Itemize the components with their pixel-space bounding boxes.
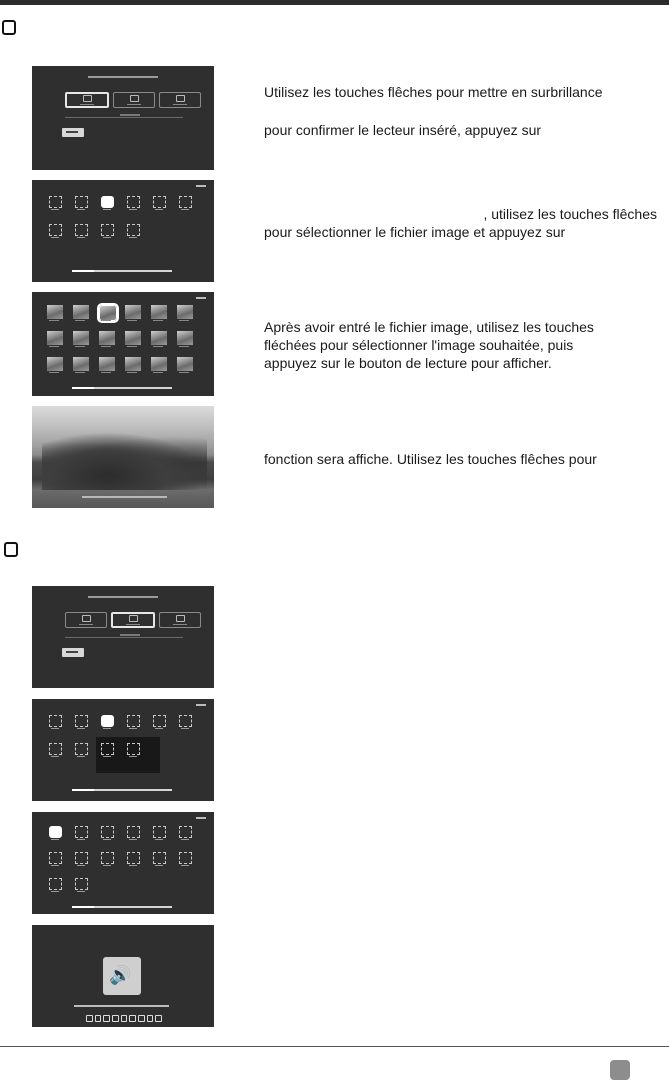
page-indicator [196, 297, 206, 299]
image-thumbnail [72, 330, 90, 348]
image-thumbnail [124, 304, 142, 322]
folder-row-2 [46, 741, 142, 759]
image-thumbnail [150, 330, 168, 348]
control-icon [103, 1015, 110, 1022]
top-rule [0, 0, 669, 5]
music-file-icon [72, 850, 90, 868]
folder-icon [46, 713, 64, 731]
folder-icon [150, 194, 168, 212]
image-thumbnail [72, 304, 90, 322]
folder-icon [46, 741, 64, 759]
music-file-icon [176, 850, 194, 868]
control-icon [147, 1015, 154, 1022]
device-label [120, 634, 140, 636]
music-file-icon [46, 850, 64, 868]
tile-photo [65, 92, 109, 108]
folder-icon [72, 222, 90, 240]
folder-row-1 [46, 194, 194, 212]
image-thumbnail [150, 356, 168, 374]
source-select-title [32, 76, 214, 79]
image-thumbnail [98, 304, 116, 322]
music-file-icon [150, 850, 168, 868]
file-row-1 [46, 824, 194, 842]
image-thumbnail [150, 304, 168, 322]
paragraph-4-line-1: fonction sera affiche. Utilisez les touches flêches pour [264, 451, 597, 467]
folder-icon [46, 194, 64, 212]
source-select-title [32, 596, 214, 599]
folder-icon [72, 741, 90, 759]
folder-icon [98, 194, 116, 212]
folder-icon [124, 194, 142, 212]
scroll-bar [72, 387, 172, 389]
image-thumbnail [46, 330, 64, 348]
folder-icon [98, 222, 116, 240]
paragraph-3-line-2: fléchées pour sélectionner l'image souhaitée, puis [264, 337, 574, 353]
music-file-icon [46, 876, 64, 894]
tile-video [159, 92, 201, 108]
image-thumbnail [176, 330, 194, 348]
control-icon [129, 1015, 136, 1022]
tile-music [111, 612, 155, 628]
music-file-icon [176, 824, 194, 842]
page-indicator [196, 817, 206, 819]
page-indicator [196, 185, 206, 187]
usb-icon [62, 128, 84, 137]
page-number-badge [610, 1060, 630, 1080]
photo-control-hint [82, 496, 167, 498]
folder-icon [98, 713, 116, 731]
paragraph-2-line-2: pour sélectionner le fichier image et appuyez sur [264, 224, 566, 240]
folder-icon [72, 194, 90, 212]
divider [65, 637, 183, 638]
image-thumbnail [46, 356, 64, 374]
paragraph-2-line-1: , utilisez les touches flêches [483, 206, 657, 222]
thumbnail-row-1 [46, 304, 194, 322]
music-file-icon [124, 824, 142, 842]
folder-icon [98, 741, 116, 759]
paragraph-1-line-1: Utilisez les touches flêches pour mettre en surbrillance [264, 84, 603, 100]
image-thumbnail [72, 356, 90, 374]
screenshot-music-folder-browser [32, 699, 214, 801]
divider [65, 117, 183, 118]
paragraph-3-line-1: Après avoir entré le fichier image, utilisez les touches [264, 319, 594, 335]
scroll-bar [72, 789, 172, 791]
screenshot-music-playback [32, 925, 214, 1027]
folder-icon [72, 713, 90, 731]
media-type-tiles [65, 612, 201, 628]
music-file-icon [98, 850, 116, 868]
music-file-icon [150, 824, 168, 842]
paragraph-1-line-2: pour confirmer le lecteur inséré, appuyez sur [264, 122, 542, 138]
scroll-bar [72, 270, 172, 272]
control-icon [121, 1015, 128, 1022]
image-thumbnail [176, 304, 194, 322]
folder-icon [46, 222, 64, 240]
music-file-icon [98, 824, 116, 842]
control-icon [86, 1015, 93, 1022]
screenshot-music-file-list [32, 812, 214, 914]
control-icon [112, 1015, 119, 1022]
screenshot-folder-browser [32, 180, 214, 282]
control-icon [138, 1015, 145, 1022]
bottom-rule [0, 1046, 669, 1047]
image-thumbnail [46, 304, 64, 322]
folder-icon [176, 713, 194, 731]
music-file-icon [72, 824, 90, 842]
page-indicator [196, 704, 206, 706]
section-marker-icon [4, 542, 18, 557]
thumbnail-row-3 [46, 356, 194, 374]
device-label [120, 114, 140, 116]
tile-video [159, 612, 201, 628]
file-row-2 [46, 850, 194, 868]
folder-row-1 [46, 713, 194, 731]
paragraph-3-line-3: appuyez sur le bouton de lecture pour afficher. [264, 355, 552, 371]
folder-icon [124, 222, 142, 240]
tile-photo [65, 612, 107, 628]
image-thumbnail [98, 356, 116, 374]
speaker-icon: 🔊 [103, 957, 141, 995]
media-type-tiles [65, 92, 201, 108]
control-icon [155, 1015, 162, 1022]
image-thumbnail [176, 356, 194, 374]
tile-music [113, 92, 155, 108]
screenshot-source-select-photo [32, 66, 214, 170]
folder-icon [124, 713, 142, 731]
thumbnail-row-2 [46, 330, 194, 348]
screenshot-source-select-music [32, 586, 214, 688]
control-icon [95, 1015, 102, 1022]
music-file-icon [72, 876, 90, 894]
music-file-icon [124, 850, 142, 868]
photo-trees [42, 432, 207, 490]
usb-icon [62, 648, 84, 657]
image-thumbnail [124, 330, 142, 348]
folder-icon [176, 194, 194, 212]
music-file-icon [46, 824, 64, 842]
screenshot-image-thumbnails [32, 292, 214, 396]
playback-controls [86, 1015, 162, 1022]
folder-icon [150, 713, 168, 731]
folder-row-2 [46, 222, 142, 240]
folder-icon [124, 741, 142, 759]
scroll-bar [72, 906, 172, 908]
section-marker-icon [2, 20, 16, 35]
image-thumbnail [98, 330, 116, 348]
file-row-3 [46, 876, 90, 894]
image-thumbnail [124, 356, 142, 374]
screenshot-photo-fullscreen [32, 406, 214, 508]
playback-progress [74, 1005, 169, 1007]
